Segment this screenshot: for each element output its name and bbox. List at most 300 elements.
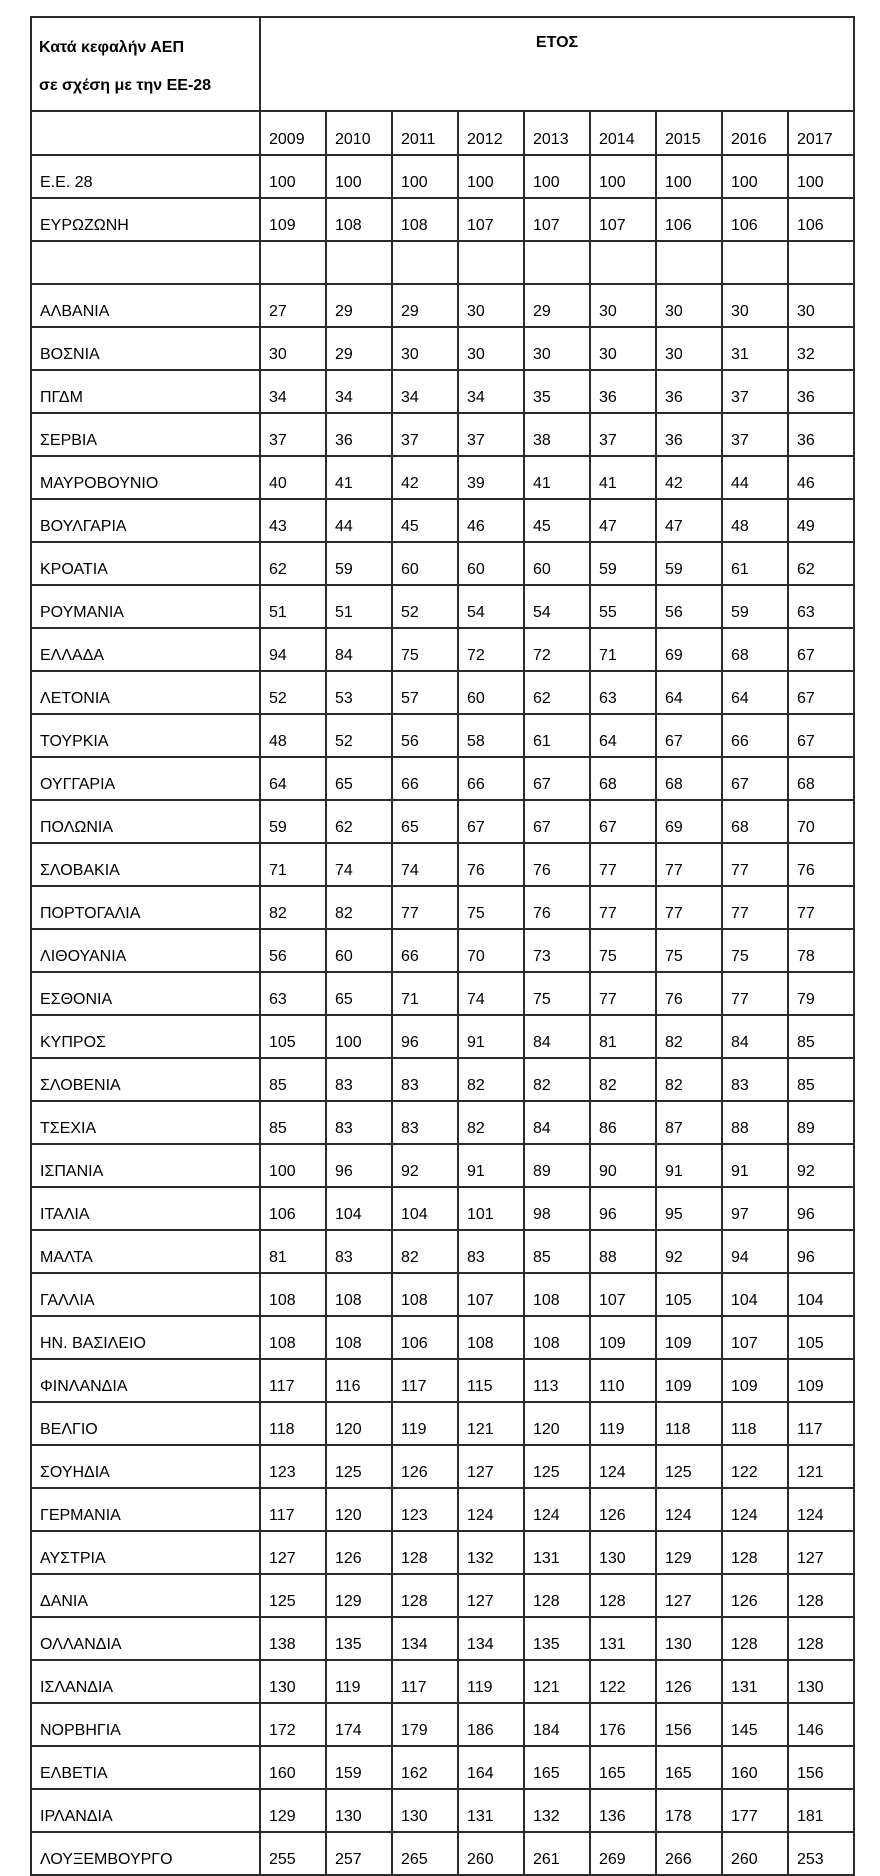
cell-value: 126: [590, 1488, 656, 1531]
table-row: [31, 1746, 854, 1789]
cell-value: 38: [524, 413, 590, 456]
cell-value: 177: [722, 1789, 788, 1832]
cell-value: 130: [656, 1617, 722, 1660]
row-label: ΙΡΛΑΝΔΙΑ: [31, 1789, 260, 1832]
cell-value: 156: [656, 1703, 722, 1746]
cell-value: 71: [260, 843, 326, 886]
year-header-2016: 2016: [722, 111, 788, 155]
year-header-blank: [31, 111, 260, 155]
cell-value: 48: [722, 499, 788, 542]
cell-value: 106: [722, 198, 788, 241]
cell-value: 124: [722, 1488, 788, 1531]
cell-value: 59: [722, 585, 788, 628]
cell-value: 67: [788, 628, 854, 671]
cell-value: 123: [392, 1488, 458, 1531]
cell-value: 30: [458, 284, 524, 327]
cell-value: 51: [326, 585, 392, 628]
cell-value: 30: [722, 284, 788, 327]
year-header-2010: 2010: [326, 111, 392, 155]
cell-value: 77: [722, 843, 788, 886]
cell-value: 81: [590, 1015, 656, 1058]
cell-value: 67: [458, 800, 524, 843]
cell-value: 106: [392, 1316, 458, 1359]
table-row: [31, 800, 854, 843]
row-label: ΛΙΘΟΥΑΝΙΑ: [31, 929, 260, 972]
cell-value: 69: [656, 628, 722, 671]
table-row: [31, 155, 854, 198]
cell-value: 67: [524, 800, 590, 843]
cell-value: 105: [788, 1316, 854, 1359]
cell-value: 48: [260, 714, 326, 757]
table-row: [31, 1230, 854, 1273]
cell-value: 127: [260, 1531, 326, 1574]
cell-value: 82: [392, 1230, 458, 1273]
cell-value: 113: [524, 1359, 590, 1402]
table-row: [31, 1402, 854, 1445]
cell-value: 127: [458, 1445, 524, 1488]
cell-value: 98: [524, 1187, 590, 1230]
cell-value: 45: [524, 499, 590, 542]
cell-value: 104: [326, 1187, 392, 1230]
cell-value: 62: [524, 671, 590, 714]
cell-value: 41: [590, 456, 656, 499]
cell-value: 128: [788, 1617, 854, 1660]
row-label: Ε.Ε. 28: [31, 155, 260, 198]
row-label: ΤΣΕΧΙΑ: [31, 1101, 260, 1144]
cell-value: 130: [392, 1789, 458, 1832]
cell-value: 181: [788, 1789, 854, 1832]
cell-value: 30: [590, 327, 656, 370]
table-body: [31, 155, 854, 1875]
cell-value: 47: [590, 499, 656, 542]
table-row: [31, 542, 854, 585]
cell-value: 94: [260, 628, 326, 671]
cell-value: 76: [458, 843, 524, 886]
cell-value: 127: [656, 1574, 722, 1617]
cell-value: 43: [260, 499, 326, 542]
table-row: [31, 1316, 854, 1359]
cell-value: 117: [392, 1660, 458, 1703]
cell-value: 65: [392, 800, 458, 843]
cell-value: 128: [788, 1574, 854, 1617]
cell-value: 46: [788, 456, 854, 499]
table-row: [31, 1015, 854, 1058]
cell-value: 101: [458, 1187, 524, 1230]
row-label: ΑΥΣΤΡΙΑ: [31, 1531, 260, 1574]
cell-value: 30: [260, 327, 326, 370]
cell-value: 186: [458, 1703, 524, 1746]
cell-value: 130: [260, 1660, 326, 1703]
cell-value: 82: [260, 886, 326, 929]
cell-value: 160: [260, 1746, 326, 1789]
cell-value: 128: [590, 1574, 656, 1617]
cell-value: 51: [260, 585, 326, 628]
cell-value: 165: [590, 1746, 656, 1789]
table-row: [31, 1359, 854, 1402]
row-label: ΕΣΘΟΝΙΑ: [31, 972, 260, 1015]
cell-value: 30: [656, 327, 722, 370]
cell-value: 92: [788, 1144, 854, 1187]
cell-value: 77: [590, 972, 656, 1015]
cell-value: 121: [458, 1402, 524, 1445]
table-row: [31, 327, 854, 370]
cell-value: 165: [656, 1746, 722, 1789]
cell-value: 82: [656, 1058, 722, 1101]
cell-value: 107: [458, 198, 524, 241]
row-label: ΣΛΟΒΑΚΙΑ: [31, 843, 260, 886]
row-label: ΟΥΓΓΑΡΙΑ: [31, 757, 260, 800]
cell-value: 109: [656, 1316, 722, 1359]
cell-value: 100: [590, 155, 656, 198]
cell-value: 70: [788, 800, 854, 843]
cell-value: 91: [458, 1144, 524, 1187]
year-header-2012: 2012: [458, 111, 524, 155]
cell-value: 106: [788, 198, 854, 241]
cell-value: 107: [590, 198, 656, 241]
cell-value: 100: [788, 155, 854, 198]
table-row: [31, 499, 854, 542]
cell-value: 44: [326, 499, 392, 542]
cell-value: 55: [590, 585, 656, 628]
cell-value: 91: [656, 1144, 722, 1187]
cell-value: 266: [656, 1832, 722, 1875]
cell-value: 131: [458, 1789, 524, 1832]
cell-value: 124: [788, 1488, 854, 1531]
row-label: ΝΟΡΒΗΓΙΑ: [31, 1703, 260, 1746]
cell-value: 64: [722, 671, 788, 714]
cell-value: 63: [590, 671, 656, 714]
cell-value: 68: [722, 800, 788, 843]
cell-value: 100: [524, 155, 590, 198]
cell-value: 77: [788, 886, 854, 929]
cell-value: 62: [260, 542, 326, 585]
cell-value: 31: [722, 327, 788, 370]
cell-value: 30: [458, 327, 524, 370]
cell-value: 126: [392, 1445, 458, 1488]
cell-value: 160: [722, 1746, 788, 1789]
cell-value: 131: [722, 1660, 788, 1703]
cell-value: 34: [260, 370, 326, 413]
cell-value: 105: [656, 1273, 722, 1316]
cell-value: 76: [524, 843, 590, 886]
cell-value: 105: [260, 1015, 326, 1058]
cell-value: 146: [788, 1703, 854, 1746]
cell-value: 27: [260, 284, 326, 327]
table-row: [31, 1574, 854, 1617]
row-label: ΣΛΟΒΕΝΙΑ: [31, 1058, 260, 1101]
cell-value: [788, 241, 854, 284]
cell-value: 178: [656, 1789, 722, 1832]
table-row: [31, 1058, 854, 1101]
cell-value: 56: [260, 929, 326, 972]
cell-value: 125: [656, 1445, 722, 1488]
cell-value: 135: [326, 1617, 392, 1660]
cell-value: 108: [260, 1273, 326, 1316]
cell-value: 126: [656, 1660, 722, 1703]
cell-value: 126: [722, 1574, 788, 1617]
cell-value: 62: [326, 800, 392, 843]
cell-value: 124: [590, 1445, 656, 1488]
cell-value: 164: [458, 1746, 524, 1789]
cell-value: 121: [524, 1660, 590, 1703]
cell-value: 104: [788, 1273, 854, 1316]
cell-value: 46: [458, 499, 524, 542]
cell-value: 67: [524, 757, 590, 800]
cell-value: 67: [788, 671, 854, 714]
cell-value: 108: [260, 1316, 326, 1359]
row-label: ΡΟΥΜΑΝΙΑ: [31, 585, 260, 628]
cell-value: 37: [458, 413, 524, 456]
cell-value: 119: [590, 1402, 656, 1445]
row-label: ΑΛΒΑΝΙΑ: [31, 284, 260, 327]
cell-value: 37: [722, 413, 788, 456]
cell-value: [260, 241, 326, 284]
cell-value: 74: [392, 843, 458, 886]
cell-value: 35: [524, 370, 590, 413]
cell-value: 138: [260, 1617, 326, 1660]
cell-value: 76: [656, 972, 722, 1015]
cell-value: 37: [590, 413, 656, 456]
cell-value: 260: [722, 1832, 788, 1875]
cell-value: 132: [458, 1531, 524, 1574]
table-row: [31, 1660, 854, 1703]
cell-value: 128: [524, 1574, 590, 1617]
row-label: ΕΥΡΩΖΩΝΗ: [31, 198, 260, 241]
cell-value: 67: [590, 800, 656, 843]
cell-value: 40: [260, 456, 326, 499]
cell-value: 135: [524, 1617, 590, 1660]
table-row: [31, 628, 854, 671]
row-label: ΒΕΛΓΙΟ: [31, 1402, 260, 1445]
cell-value: 136: [590, 1789, 656, 1832]
cell-value: 91: [458, 1015, 524, 1058]
cell-value: 82: [458, 1058, 524, 1101]
cell-value: 83: [458, 1230, 524, 1273]
cell-value: 100: [722, 155, 788, 198]
cell-value: 107: [722, 1316, 788, 1359]
cell-value: 82: [656, 1015, 722, 1058]
cell-value: 36: [656, 413, 722, 456]
row-label: ΛΟΥΞΕΜΒΟΥΡΓΟ: [31, 1832, 260, 1875]
cell-value: 94: [722, 1230, 788, 1273]
cell-value: 77: [656, 843, 722, 886]
cell-value: 30: [392, 327, 458, 370]
cell-value: 121: [788, 1445, 854, 1488]
cell-value: 109: [656, 1359, 722, 1402]
header-row-title: [31, 17, 854, 111]
cell-value: 85: [260, 1101, 326, 1144]
cell-value: [656, 241, 722, 284]
cell-value: 159: [326, 1746, 392, 1789]
cell-value: 64: [590, 714, 656, 757]
cell-value: 96: [392, 1015, 458, 1058]
cell-value: 88: [590, 1230, 656, 1273]
cell-value: 120: [326, 1402, 392, 1445]
cell-value: 124: [524, 1488, 590, 1531]
table-row: [31, 1703, 854, 1746]
row-label: ΒΟΥΛΓΑΡΙΑ: [31, 499, 260, 542]
cell-value: 125: [260, 1574, 326, 1617]
cell-value: 41: [524, 456, 590, 499]
cell-value: 260: [458, 1832, 524, 1875]
row-label: ΕΛΒΕΤΙΑ: [31, 1746, 260, 1789]
table-row: [31, 843, 854, 886]
cell-value: 100: [260, 155, 326, 198]
cell-value: 88: [722, 1101, 788, 1144]
cell-value: 116: [326, 1359, 392, 1402]
table-row: [31, 714, 854, 757]
table-row: [31, 198, 854, 241]
table-row: [31, 1187, 854, 1230]
cell-value: 82: [590, 1058, 656, 1101]
cell-value: 64: [656, 671, 722, 714]
cell-value: 78: [788, 929, 854, 972]
cell-value: 100: [392, 155, 458, 198]
cell-value: 127: [788, 1531, 854, 1574]
cell-value: 37: [722, 370, 788, 413]
cell-value: 184: [524, 1703, 590, 1746]
cell-value: 85: [788, 1015, 854, 1058]
table-row: [31, 1445, 854, 1488]
cell-value: 132: [524, 1789, 590, 1832]
cell-value: 130: [590, 1531, 656, 1574]
cell-value: 36: [326, 413, 392, 456]
cell-value: 44: [722, 456, 788, 499]
cell-value: 52: [260, 671, 326, 714]
cell-value: 126: [326, 1531, 392, 1574]
cell-value: [524, 241, 590, 284]
cell-value: 75: [458, 886, 524, 929]
cell-value: 174: [326, 1703, 392, 1746]
table-row: [31, 1273, 854, 1316]
cell-value: 104: [392, 1187, 458, 1230]
cell-value: [326, 241, 392, 284]
cell-value: 131: [590, 1617, 656, 1660]
cell-value: 75: [722, 929, 788, 972]
cell-value: 96: [788, 1230, 854, 1273]
row-label: ΠΓΔΜ: [31, 370, 260, 413]
cell-value: 115: [458, 1359, 524, 1402]
cell-value: 76: [524, 886, 590, 929]
cell-value: 117: [788, 1402, 854, 1445]
row-label: ΒΟΣΝΙΑ: [31, 327, 260, 370]
cell-value: 58: [458, 714, 524, 757]
cell-value: 84: [722, 1015, 788, 1058]
cell-value: 77: [656, 886, 722, 929]
cell-value: 72: [524, 628, 590, 671]
row-label: ΟΛΛΑΝΔΙΑ: [31, 1617, 260, 1660]
cell-value: 63: [260, 972, 326, 1015]
cell-value: 129: [260, 1789, 326, 1832]
cell-value: 66: [458, 757, 524, 800]
cell-value: 128: [722, 1531, 788, 1574]
cell-value: 108: [326, 1273, 392, 1316]
cell-value: 134: [392, 1617, 458, 1660]
cell-value: 75: [590, 929, 656, 972]
cell-value: [590, 241, 656, 284]
cell-value: 165: [524, 1746, 590, 1789]
row-label: ΣΕΡΒΙΑ: [31, 413, 260, 456]
cell-value: 124: [656, 1488, 722, 1531]
cell-value: 117: [260, 1488, 326, 1531]
cell-value: 85: [524, 1230, 590, 1273]
cell-value: 36: [656, 370, 722, 413]
cell-value: 77: [590, 886, 656, 929]
cell-value: 34: [326, 370, 392, 413]
row-label: ΠΟΡΤΟΓΑΛΙΑ: [31, 886, 260, 929]
cell-value: 69: [656, 800, 722, 843]
cell-value: 92: [392, 1144, 458, 1187]
cell-value: 65: [326, 972, 392, 1015]
cell-value: 36: [788, 370, 854, 413]
cell-value: 66: [722, 714, 788, 757]
cell-value: 269: [590, 1832, 656, 1875]
table-row: [31, 1488, 854, 1531]
cell-value: 76: [788, 843, 854, 886]
cell-value: 64: [260, 757, 326, 800]
cell-value: 54: [524, 585, 590, 628]
gdp-per-capita-table: [30, 16, 855, 1876]
cell-value: 84: [524, 1101, 590, 1144]
cell-value: 123: [260, 1445, 326, 1488]
cell-value: 34: [458, 370, 524, 413]
year-header-2014: 2014: [590, 111, 656, 155]
cell-value: 63: [788, 585, 854, 628]
cell-value: 62: [788, 542, 854, 585]
cell-value: 86: [590, 1101, 656, 1144]
cell-value: 122: [722, 1445, 788, 1488]
cell-value: 82: [326, 886, 392, 929]
cell-value: 176: [590, 1703, 656, 1746]
table-row: [31, 284, 854, 327]
table-row: [31, 972, 854, 1015]
cell-value: 108: [524, 1273, 590, 1316]
header-row-years: [31, 111, 854, 155]
cell-value: 129: [326, 1574, 392, 1617]
cell-value: 29: [524, 284, 590, 327]
cell-value: 61: [524, 714, 590, 757]
cell-value: 108: [326, 1316, 392, 1359]
table-title-line-2: σε σχέση με την ΕΕ-28: [39, 77, 212, 94]
cell-value: 91: [722, 1144, 788, 1187]
cell-value: 30: [590, 284, 656, 327]
cell-value: 107: [458, 1273, 524, 1316]
cell-value: 53: [326, 671, 392, 714]
row-label: ΓΑΛΛΙΑ: [31, 1273, 260, 1316]
row-label: ΕΛΛΑΔΑ: [31, 628, 260, 671]
table-title-line-1: Κατά κεφαλήν ΑΕΠ: [39, 39, 184, 56]
table-row: [31, 886, 854, 929]
cell-value: 54: [458, 585, 524, 628]
cell-value: 77: [392, 886, 458, 929]
cell-value: 37: [260, 413, 326, 456]
cell-value: 74: [326, 843, 392, 886]
cell-value: 122: [590, 1660, 656, 1703]
table-row: [31, 1617, 854, 1660]
cell-value: 49: [788, 499, 854, 542]
cell-value: 108: [392, 1273, 458, 1316]
cell-value: 128: [392, 1531, 458, 1574]
cell-value: 85: [788, 1058, 854, 1101]
cell-value: 81: [260, 1230, 326, 1273]
cell-value: 96: [326, 1144, 392, 1187]
cell-value: 29: [392, 284, 458, 327]
cell-value: 96: [590, 1187, 656, 1230]
cell-value: 109: [722, 1359, 788, 1402]
cell-value: 73: [524, 929, 590, 972]
cell-value: 83: [392, 1058, 458, 1101]
cell-value: 107: [524, 198, 590, 241]
